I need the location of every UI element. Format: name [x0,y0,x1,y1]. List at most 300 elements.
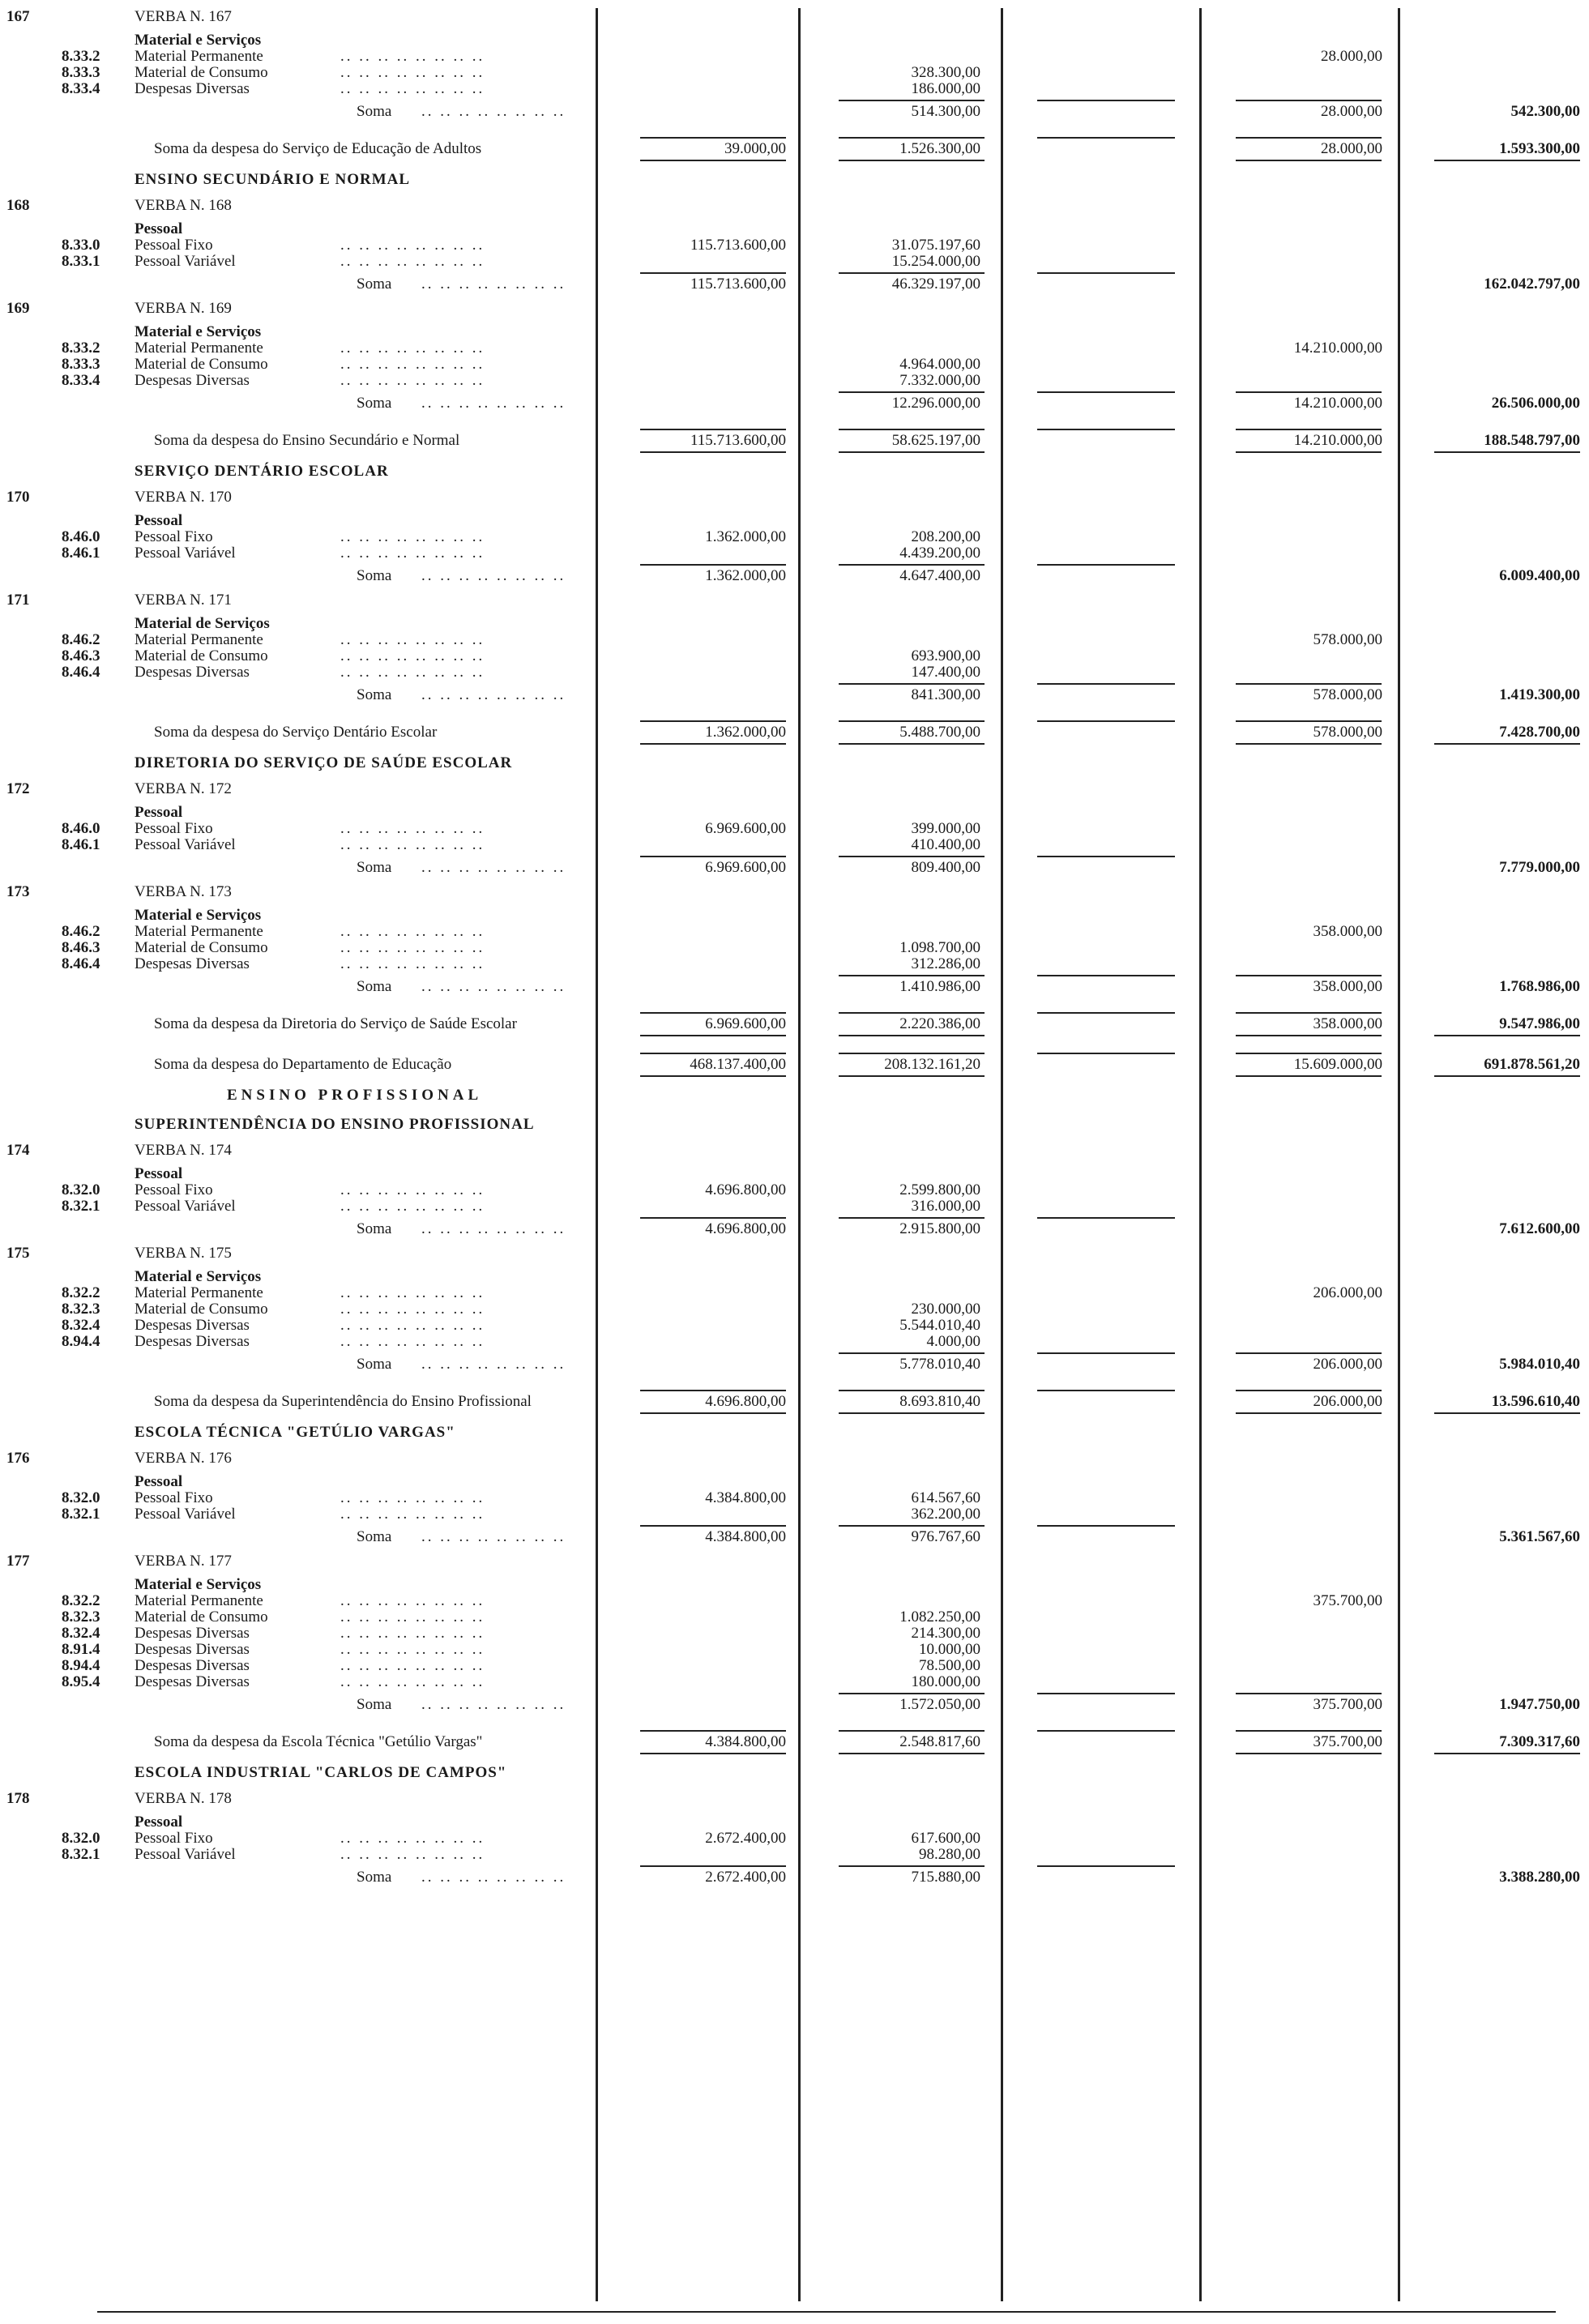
sum-rule-col2 [839,720,985,722]
account-code: 8.46.4 [62,664,100,681]
account-code: 8.32.2 [62,1592,100,1609]
sum-rule-col3 [1037,1390,1175,1391]
amount-c5: 691.878.561,20 [1484,1056,1580,1073]
amount-c2: 617.600,00 [911,1830,980,1847]
account-code: 8.32.1 [62,1846,100,1863]
sum-rule-col2 [839,429,985,430]
row-item [0,545,1589,561]
amount-c1: 4.384.800,00 [705,1489,786,1506]
account-code: 8.95.4 [62,1673,100,1690]
amount-c1: 115.713.600,00 [690,237,786,254]
row-sub [0,1813,1589,1830]
sum-rule-col3 [1037,1525,1175,1527]
sum-rule-col4 [1236,137,1382,139]
amount-c2: 2.548.817,60 [899,1733,980,1750]
amount-c4: 375.700,00 [1313,1592,1382,1609]
amount-c1: 2.672.400,00 [705,1830,786,1847]
section-heading: SERVIÇO DENTÁRIO ESCOLAR [135,463,389,480]
row-item [0,939,1589,955]
sum-rule-col1 [640,1865,786,1867]
dot-leader: .. .. .. .. .. .. .. .. [340,253,485,270]
total-rule-col5 [1434,1412,1580,1414]
row-head [0,1787,1589,1813]
record-number: 178 [6,1790,30,1807]
amount-c2: 214.300,00 [911,1625,980,1642]
account-code: 8.33.4 [62,80,100,97]
row-item [0,664,1589,680]
line-label: Despesas Diversas [135,1333,250,1350]
account-code: 8.46.2 [62,923,100,940]
amount-c5: 1.593.300,00 [1499,140,1580,157]
account-code: 8.94.4 [62,1333,100,1350]
amount-c4: 14.210.000,00 [1293,340,1382,357]
line-label: Despesas Diversas [135,1317,250,1334]
row-item [0,923,1589,939]
amount-c5: 1.419.300,00 [1499,686,1580,703]
account-code: 8.33.3 [62,64,100,81]
amount-c2: 1.410.986,00 [899,978,980,995]
amount-c4: 375.700,00 [1313,1733,1382,1750]
amount-c4: 358.000,00 [1313,978,1382,995]
verba-title: VERBA N. 169 [135,300,232,317]
account-code: 8.32.0 [62,1830,100,1847]
sum-rule-col1 [640,137,786,139]
record-number: 176 [6,1450,30,1467]
account-code: 8.33.3 [62,356,100,373]
amount-c5: 7.309.317,60 [1499,1733,1580,1750]
account-code: 8.33.0 [62,237,100,254]
row-total [0,1717,1589,1758]
line-label: Despesas Diversas [135,664,250,681]
line-label: Material Permanente [135,1284,263,1301]
total-rule-col1 [640,160,786,161]
line-label: Soma da despesa do Serviço de Educação de Adultos [154,140,482,157]
row-section [0,1080,1589,1109]
row-item [0,253,1589,269]
sum-rule-col4 [1236,429,1382,430]
amount-c5: 7.779.000,00 [1499,859,1580,876]
dot-leader: .. .. .. .. .. .. .. .. [340,372,485,389]
verba-title: VERBA N. 167 [135,8,232,25]
section-heading: ENSINO SECUNDÁRIO E NORMAL [135,171,411,188]
amount-c1: 6.969.600,00 [705,1015,786,1032]
account-code: 8.32.4 [62,1625,100,1642]
account-code: 8.32.0 [62,1489,100,1506]
row-item [0,631,1589,647]
amount-c4: 28.000,00 [1321,140,1382,157]
amount-c4: 15.609.000,00 [1293,1056,1382,1073]
row-item [0,1657,1589,1673]
account-code: 8.32.2 [62,1284,100,1301]
sum-rule-col1 [640,1730,786,1732]
row-soma [0,1214,1589,1241]
row-total [0,416,1589,456]
row-total [0,124,1589,164]
sum-rule-col3 [1037,1217,1175,1219]
line-label: Material Permanente [135,1592,263,1609]
row-item [0,1181,1589,1198]
verba-title: VERBA N. 178 [135,1790,232,1807]
row-item [0,1301,1589,1317]
line-label: Material Permanente [135,631,263,648]
line-label: Pessoal Fixo [135,237,213,254]
sum-rule-col2 [839,856,985,857]
record-number: 177 [6,1553,30,1570]
total-rule-col4 [1236,1753,1382,1754]
amount-c2: 12.296.000,00 [891,395,980,412]
row-head [0,5,1589,32]
section-heading: ENSINO PROFISSIONAL [227,1087,483,1104]
dot-leader: .. .. .. .. .. .. .. .. [421,859,566,876]
account-code: 8.94.4 [62,1657,100,1674]
line-label: Pessoal Fixo [135,1181,213,1198]
sum-rule-col2 [839,1730,985,1732]
amount-c4: 14.210.000,00 [1293,395,1382,412]
account-code: 8.32.1 [62,1198,100,1215]
sum-rule-col3 [1037,100,1175,101]
subgroup-heading: Material e Serviços [135,1268,262,1285]
total-rule-col1 [640,743,786,745]
section-heading: DIRETORIA DO SERVIÇO DE SAÚDE ESCOLAR [135,754,513,771]
amount-c4: 206.000,00 [1313,1356,1382,1373]
total-rule-col4 [1236,451,1382,453]
row-section [0,164,1589,194]
account-code: 8.46.2 [62,631,100,648]
total-rule-col4 [1236,743,1382,745]
amount-c5: 7.428.700,00 [1499,724,1580,741]
total-rule-col5 [1434,451,1580,453]
dot-leader: .. .. .. .. .. .. .. .. [421,1696,566,1713]
line-label: Soma da despesa da Superintendência do Ensino Profissional [154,1393,532,1410]
line-label: Material de Consumo [135,1608,268,1626]
amount-c2: 5.544.010,40 [899,1317,980,1334]
dot-leader: .. .. .. .. .. .. .. .. [340,1625,485,1642]
row-item [0,528,1589,545]
total-rule-col5 [1434,1035,1580,1036]
sum-rule-col2 [839,683,985,685]
sum-rule-col3 [1037,1053,1175,1054]
row-total [0,999,1589,1040]
row-item [0,836,1589,852]
amount-c2: 514.300,00 [911,103,980,120]
row-soma [0,269,1589,297]
account-code: 8.32.4 [62,1317,100,1334]
amount-c1: 468.137.400,00 [690,1056,786,1073]
sum-rule-col3 [1037,391,1175,393]
account-code: 8.46.3 [62,939,100,956]
row-item [0,955,1589,972]
sum-rule-col2 [839,137,985,139]
account-code: 8.46.1 [62,545,100,562]
row-item [0,1198,1589,1214]
sum-rule-col2 [839,1390,985,1391]
row-item [0,647,1589,664]
sum-rule-col4 [1236,1352,1382,1354]
amount-c5: 13.596.610,40 [1491,1393,1580,1410]
row-item [0,340,1589,356]
line-label: Pessoal Fixo [135,1830,213,1847]
section-heading: ESCOLA INDUSTRIAL "CARLOS DE CAMPOS" [135,1764,507,1781]
sum-rule-col1 [640,1053,786,1054]
dot-leader: .. .. .. .. .. .. .. .. [340,340,485,357]
row-item [0,372,1589,388]
row-sub [0,1165,1589,1181]
dot-leader: .. .. .. .. .. .. .. .. [421,978,566,995]
amount-c4: 206.000,00 [1313,1393,1382,1410]
amount-c2: 715.880,00 [911,1869,980,1886]
account-code: 8.46.1 [62,836,100,853]
sum-rule-col1 [640,272,786,274]
line-label: Material de Consumo [135,356,268,373]
amount-c4: 14.210.000,00 [1293,432,1382,449]
sum-rule-col3 [1037,137,1175,139]
sum-rule-col4 [1236,1390,1382,1391]
row-sub [0,1576,1589,1592]
row-head [0,297,1589,323]
total-rule-col5 [1434,1753,1580,1754]
account-code: 8.46.4 [62,955,100,972]
amount-c1: 4.384.800,00 [705,1528,786,1545]
row-sub [0,1268,1589,1284]
amount-c2: 399.000,00 [911,820,980,837]
total-rule-col1 [640,451,786,453]
amount-c2: 4.964.000,00 [899,356,980,373]
amount-c2: 7.332.000,00 [899,372,980,389]
amount-c5: 9.547.986,00 [1499,1015,1580,1032]
line-label: Soma [357,1696,392,1713]
dot-leader: .. .. .. .. .. .. .. .. [340,48,485,65]
verba-title: VERBA N. 174 [135,1142,232,1159]
sum-rule-col3 [1037,1352,1175,1354]
total-rule-col1 [640,1035,786,1036]
record-number: 171 [6,592,30,609]
row-sub [0,615,1589,631]
account-code: 8.32.3 [62,1301,100,1318]
sum-rule-col2 [839,975,985,976]
amount-c2: 8.693.810,40 [899,1393,980,1410]
record-number: 174 [6,1142,30,1159]
sum-rule-col4 [1236,975,1382,976]
total-rule-col2 [839,1075,985,1077]
dot-leader: .. .. .. .. .. .. .. .. [421,686,566,703]
row-head [0,1446,1589,1473]
total-rule-col2 [839,1035,985,1036]
line-label: Material de Consumo [135,64,268,81]
line-label: Despesas Diversas [135,955,250,972]
line-label: Despesas Diversas [135,80,250,97]
account-code: 8.33.2 [62,48,100,65]
amount-c2: 208.132.161,20 [884,1056,980,1073]
account-code: 8.33.1 [62,253,100,270]
row-soma [0,1522,1589,1549]
sum-rule-col2 [839,1352,985,1354]
row-sub [0,907,1589,923]
total-rule-col4 [1236,1075,1382,1077]
amount-c4: 28.000,00 [1321,48,1382,65]
sum-rule-col4 [1236,1053,1382,1054]
dot-leader: .. .. .. .. .. .. .. .. [340,955,485,972]
line-label: Material Permanente [135,340,263,357]
sum-rule-col2 [839,1217,985,1219]
account-code: 8.33.4 [62,372,100,389]
row-section [0,1109,1589,1139]
row-soma [0,852,1589,880]
line-label: Soma [357,103,392,120]
dot-leader: .. .. .. .. .. .. .. .. [340,664,485,681]
row-head [0,194,1589,220]
total-rule-col4 [1236,1412,1382,1414]
sum-rule-col3 [1037,272,1175,274]
sum-rule-col4 [1236,391,1382,393]
verba-title: VERBA N. 173 [135,883,232,900]
row-item [0,1830,1589,1846]
amount-c2: 5.488.700,00 [899,724,980,741]
total-rule-col2 [839,1412,985,1414]
dot-leader: .. .. .. .. .. .. .. .. [340,1506,485,1523]
row-sub [0,323,1589,340]
sum-rule-col3 [1037,856,1175,857]
account-code: 8.32.1 [62,1506,100,1523]
amount-c2: 312.286,00 [911,955,980,972]
amount-c1: 4.696.800,00 [705,1393,786,1410]
row-item [0,1608,1589,1625]
sum-rule-col3 [1037,683,1175,685]
line-label: Soma da despesa do Serviço Dentário Escolar [154,724,438,741]
account-code: 8.46.3 [62,647,100,664]
amount-c2: 46.329.197,00 [891,276,980,293]
row-head [0,777,1589,804]
dot-leader: .. .. .. .. .. .. .. .. [340,1317,485,1334]
amount-c4: 578.000,00 [1313,724,1382,741]
subgroup-heading: Material e Serviços [135,907,262,924]
amount-c2: 1.082.250,00 [899,1608,980,1626]
row-section [0,1417,1589,1446]
row-section [0,1758,1589,1787]
amount-c2: 4.647.400,00 [899,567,980,584]
line-label: Material de Consumo [135,1301,268,1318]
row-item [0,1592,1589,1608]
line-label: Despesas Diversas [135,372,250,389]
line-label: Soma [357,978,392,995]
amount-c5: 3.388.280,00 [1499,1869,1580,1886]
amount-c1: 4.696.800,00 [705,1220,786,1237]
row-item [0,80,1589,96]
sum-rule-col3 [1037,720,1175,722]
dot-leader: .. .. .. .. .. .. .. .. [340,1489,485,1506]
line-label: Pessoal Variável [135,836,236,853]
sum-rule-col3 [1037,1730,1175,1732]
line-label: Material Permanente [135,48,263,65]
amount-c2: 1.098.700,00 [899,939,980,956]
amount-c2: 5.778.010,40 [899,1356,980,1373]
verba-title: VERBA N. 170 [135,489,232,506]
row-soma [0,561,1589,588]
dot-leader: .. .. .. .. .. .. .. .. [340,1657,485,1674]
total-rule-col4 [1236,160,1382,161]
sum-rule-col4 [1236,1693,1382,1694]
amount-c1: 1.362.000,00 [705,567,786,584]
amount-c1: 4.696.800,00 [705,1181,786,1198]
total-rule-col4 [1236,1035,1382,1036]
amount-c2: 328.300,00 [911,64,980,81]
amount-c5: 162.042.797,00 [1484,276,1580,293]
row-item [0,1333,1589,1349]
amount-c2: 230.000,00 [911,1301,980,1318]
amount-c2: 10.000,00 [919,1641,980,1658]
dot-leader: .. .. .. .. .. .. .. .. [340,923,485,940]
amount-c5: 542.300,00 [1510,103,1580,120]
row-sub [0,512,1589,528]
sum-rule-col3 [1037,1012,1175,1014]
account-code: 8.32.3 [62,1608,100,1626]
verba-title: VERBA N. 168 [135,197,232,214]
dot-leader: .. .. .. .. .. .. .. .. [421,103,566,120]
total-rule-col2 [839,160,985,161]
row-item [0,1846,1589,1862]
amount-c2: 4.439.200,00 [899,545,980,562]
sum-rule-col1 [640,856,786,857]
row-head [0,880,1589,907]
line-label: Soma [357,1356,392,1373]
amount-c2: 809.400,00 [911,859,980,876]
dot-leader: .. .. .. .. .. .. .. .. [421,276,566,293]
line-label: Pessoal Fixo [135,528,213,545]
row-item [0,64,1589,80]
row-total [0,1377,1589,1417]
sum-rule-col4 [1236,100,1382,101]
row-item [0,1641,1589,1657]
row-head [0,1139,1589,1165]
record-number: 172 [6,780,30,797]
row-item [0,356,1589,372]
dot-leader: .. .. .. .. .. .. .. .. [340,631,485,648]
row-total [0,707,1589,748]
line-label: Pessoal Variável [135,1198,236,1215]
amount-c5: 5.361.567,60 [1499,1528,1580,1545]
dot-leader: .. .. .. .. .. .. .. .. [421,1869,566,1886]
subgroup-heading: Material e Serviços [135,32,262,49]
subgroup-heading: Material de Serviços [135,615,270,632]
row-head [0,588,1589,615]
sum-rule-col2 [839,1053,985,1054]
sum-rule-col4 [1236,683,1382,685]
dot-leader: .. .. .. .. .. .. .. .. [340,939,485,956]
amount-c1: 4.384.800,00 [705,1733,786,1750]
total-rule-col2 [839,451,985,453]
row-head [0,485,1589,512]
amount-c1: 115.713.600,00 [690,276,786,293]
amount-c2: 316.000,00 [911,1198,980,1215]
verba-title: VERBA N. 171 [135,592,232,609]
sum-rule-col2 [839,1865,985,1867]
amount-c1: 115.713.600,00 [690,432,786,449]
row-head [0,1241,1589,1268]
amount-c2: 180.000,00 [911,1673,980,1690]
total-rule-col5 [1434,1075,1580,1077]
sum-rule-col3 [1037,1865,1175,1867]
amount-c4: 578.000,00 [1313,686,1382,703]
amount-c2: 693.900,00 [911,647,980,664]
dot-leader: .. .. .. .. .. .. .. .. [340,545,485,562]
account-code: 8.46.0 [62,528,100,545]
amount-c4: 206.000,00 [1313,1284,1382,1301]
dot-leader: .. .. .. .. .. .. .. .. [340,1641,485,1658]
amount-c2: 208.200,00 [911,528,980,545]
amount-c2: 78.500,00 [919,1657,980,1674]
line-label: Soma [357,859,392,876]
line-label: Pessoal Variável [135,1506,236,1523]
row-total [0,1040,1589,1080]
